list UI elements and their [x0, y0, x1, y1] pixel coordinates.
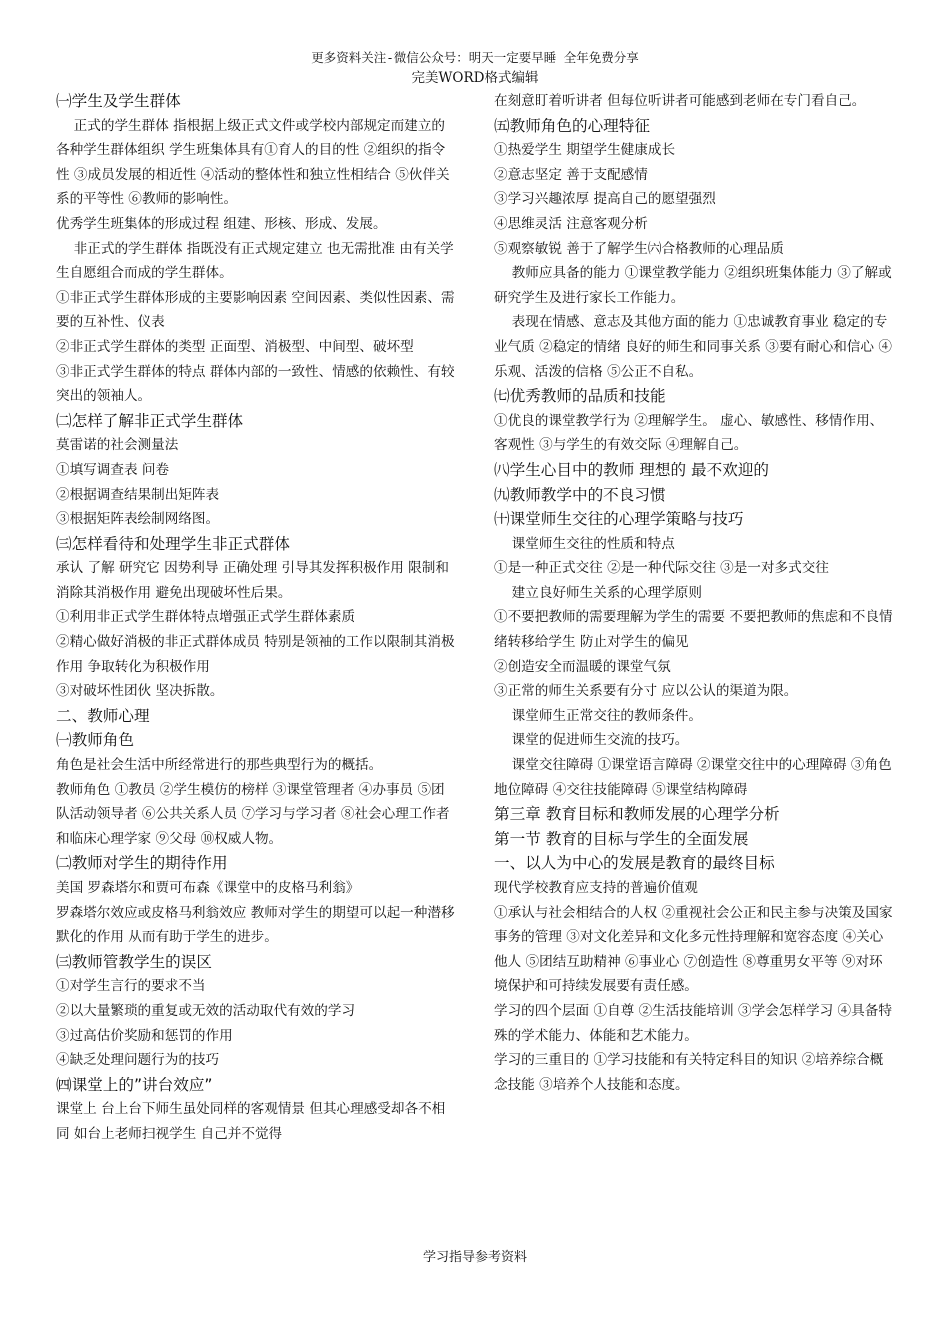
section-heading: 第三章 教育目标和教师发展的心理学分析 [494, 805, 780, 824]
section-heading: ㈨教师教学中的不良习惯 [494, 485, 666, 504]
section-heading: 第一节 教育的目标与学生的全面发展 [494, 829, 749, 848]
section-heading: ㈡教师对学生的期待作用 [56, 854, 228, 873]
paragraph: ①非正式学生群体形成的主要影响因素 空间因素、类似性因素、需要的互补性、仪表 [56, 289, 455, 331]
paragraph: ①优良的课堂教学行为 ②理解学生。 虚心、敏感性、移情作用、客观性 ③与学生的有效交际 ④理解自己。 [494, 412, 884, 454]
paragraph: ③正常的师生关系要有分寸 应以公认的渠道为限。 [494, 683, 798, 700]
paragraph: 现代学校教育应支持的普遍价值观 [494, 880, 698, 896]
section-heading: ㈦优秀教师的品质和技能 [494, 387, 666, 406]
paragraph: ①是一种正式交往 ②是一种代际交往 ③是一对多式交往 [494, 560, 829, 577]
section-heading: ㈡怎样了解非正式学生群体 [56, 411, 244, 430]
paragraph: ③对破坏性团伙 坚决拆散。 [56, 683, 224, 700]
page-banner: 更多资料关注-微信公众号：明天一定要早睡 全年免费分享 [311, 50, 639, 65]
section-heading: ㈢怎样看待和处理学生非正式群体 [56, 534, 290, 553]
right-column [494, 89, 896, 1097]
section-heading: ㈩课堂师生交往的心理学策略与技巧 [494, 510, 744, 529]
paragraph: ②根据调查结果制出矩阵表 [56, 486, 220, 503]
paragraph: 教师角色 ①教员 ②学生模仿的榜样 ③课堂管理者 ④办事员 ⑤团队活动领导者 ⑥公共关系人员 ⑦学习与学习者 ⑧社会心理工作者和临床心理学家 ⑨父母 ⑩权威人物。 [56, 781, 450, 847]
paragraph: ①利用非正式学生群体特点增强正式学生群体素质 [56, 609, 356, 626]
section-heading: 一、以人为中心的发展是教育的最终目标 [494, 854, 775, 873]
paragraph: 角色是社会生活中所经常进行的那些典型行为的概括。 [56, 757, 383, 774]
paragraph: 建立良好师生关系的心理学原则 [511, 584, 702, 601]
section-heading: ㈢教师管教学生的误区 [56, 952, 212, 971]
section-heading: ㈠教师角色 [56, 731, 134, 750]
paragraph: ③根据矩阵表绘制网络图。 [56, 511, 220, 528]
paragraph: 莫雷诺的社会测量法 [56, 437, 179, 454]
section-heading: ㈣课堂上的”讲台效应” [56, 1075, 213, 1094]
paragraph: ③过高估价奖励和惩罚的作用 [56, 1027, 233, 1044]
paragraph: ③非正式学生群体的特点 群体内部的一致性、情感的依赖性、有较突出的领袖人。 [56, 363, 455, 405]
paragraph: ①填写调查表 问卷 [56, 461, 170, 478]
paragraph: ①不要把教师的需要理解为学生的需要 不要把教师的焦虑和不良情绪转移给学生 防止对学生的偏见 [494, 609, 893, 651]
paragraph: ⑤观察敏锐 善于了解学生㈥合格教师的心理品质 [494, 240, 784, 257]
section-heading: ㈤教师角色的心理特征 [494, 116, 650, 135]
paragraph: 优秀学生班集体的形成过程 组建、形核、形成、发展。 [56, 215, 387, 232]
paragraph: 在刻意盯着听讲者 但每位听讲者可能感到老师在专门看自己。 [494, 93, 866, 109]
paragraph: 教师应具备的能力 ①课堂教学能力 ②组织班集体能力 ③了解或研究学生及进行家长工作能力。 [494, 265, 892, 306]
paragraph: ②精心做好消极的非正式群体成员 特别是领袖的工作以限制其消极作用 争取转化为积极作用 [56, 634, 455, 675]
paragraph: 罗森塔尔效应或皮格马利翁效应 教师对学生的期望可以起一种潜移默化的作用 从而有助于学生的进步。 [56, 904, 455, 946]
paragraph: ②非正式学生群体的类型 正面型、消极型、中间型、破坏型 [56, 338, 414, 355]
section-heading: ㈧学生心目中的教师 理想的 最不欢迎的 [494, 460, 770, 479]
page-footer: 学习指导参考资料 [422, 1250, 527, 1265]
left-column [56, 89, 458, 1147]
section-heading: ㈠学生及学生群体 [56, 92, 181, 110]
paragraph: ①承认与社会相结合的人权 ②重视社会公正和民主参与决策及国家事务的管理 ③对文化差异和文化多元性持理解和宽容态度 ④关心他人 ⑤团结互助精神 ⑥事业心 ⑦创造性 ⑧尊重男女平等 ⑨对环境保护和可持续发展要有责任感。 [494, 904, 893, 995]
paragraph: 课堂上 台上台下师生虽处同样的客观情景 但其心理感受却各不相同 如台上老师扫视学生 自己并不觉得 [56, 1101, 446, 1142]
paragraph: ①热爱学生 期望学生健康成长 [494, 142, 676, 159]
paragraph: 表现在情感、意志及其他方面的能力 ①忠诚教育事业 稳定的专业气质 ②稳定的情绪 良好的师生和同事关系 ③要有耐心和信心 ④乐观、活泼的信格 ⑤公正不自私。 [494, 314, 892, 380]
paragraph: 课堂师生正常交往的教师条件。 [511, 707, 702, 724]
paragraph: ②意志坚定 善于支配感情 [494, 166, 648, 183]
paragraph: 课堂的促进师生交流的技巧。 [511, 732, 689, 749]
paragraph: 学习的四个层面 ①自尊 ②生活技能培训 ③学会怎样学习 ④具备特殊的学术能力、体能和艺术能力。 [494, 1002, 892, 1044]
paragraph: 课堂师生交往的性质和特点 [511, 535, 675, 552]
paragraph: ②创造安全而温暖的课堂气氛 [494, 658, 671, 675]
paragraph: 美国 罗森塔尔和贾可布森《课堂中的皮格马利翁》 [56, 880, 360, 896]
paragraph: ③学习兴趣浓厚 提高自己的愿望强烈 [494, 191, 716, 208]
paragraph: 学习的三重目的 ①学习技能和有关特定科目的知识 ②培养综合概念技能 ③培养个人技能和态度。 [494, 1052, 884, 1093]
paragraph: 课堂交往障碍 ①课堂语言障碍 ②课堂交往中的心理障碍 ③角色地位障碍 ④交往技能障碍 ⑤课堂结构障碍 [494, 757, 892, 798]
paragraph: ①对学生言行的要求不当 [56, 978, 206, 995]
paragraph: 承认 了解 研究它 因势利导 正确处理 引导其发挥积极作用 限制和消除其消极作用 避免出现破坏性后果。 [56, 560, 449, 601]
paragraph: ②以大量繁琐的重复或无效的活动取代有效的学习 [56, 1002, 356, 1019]
paragraph: 非正式的学生群体 指既没有正式规定建立 也无需批准 由有关学生自愿组合而成的学生群体。 [56, 240, 454, 282]
section-heading: 二、教师心理 [56, 706, 150, 725]
paragraph: ④思维灵活 注意客观分析 [494, 215, 648, 232]
page-subtitle: 完美WORD格式编辑 [411, 70, 539, 86]
paragraph: ④缺乏处理问题行为的技巧 [56, 1052, 220, 1069]
paragraph: 正式的学生群体 指根据上级正式文件或学校内部规定而建立的各种学生群体组织 学生班集体具有①育人的目的性 ②组织的指令性 ③成员发展的相近性 ④活动的整体性和独立性相结合 ⑤伙伴关系的平等性 ⑥教师的影响性。 [56, 117, 450, 208]
